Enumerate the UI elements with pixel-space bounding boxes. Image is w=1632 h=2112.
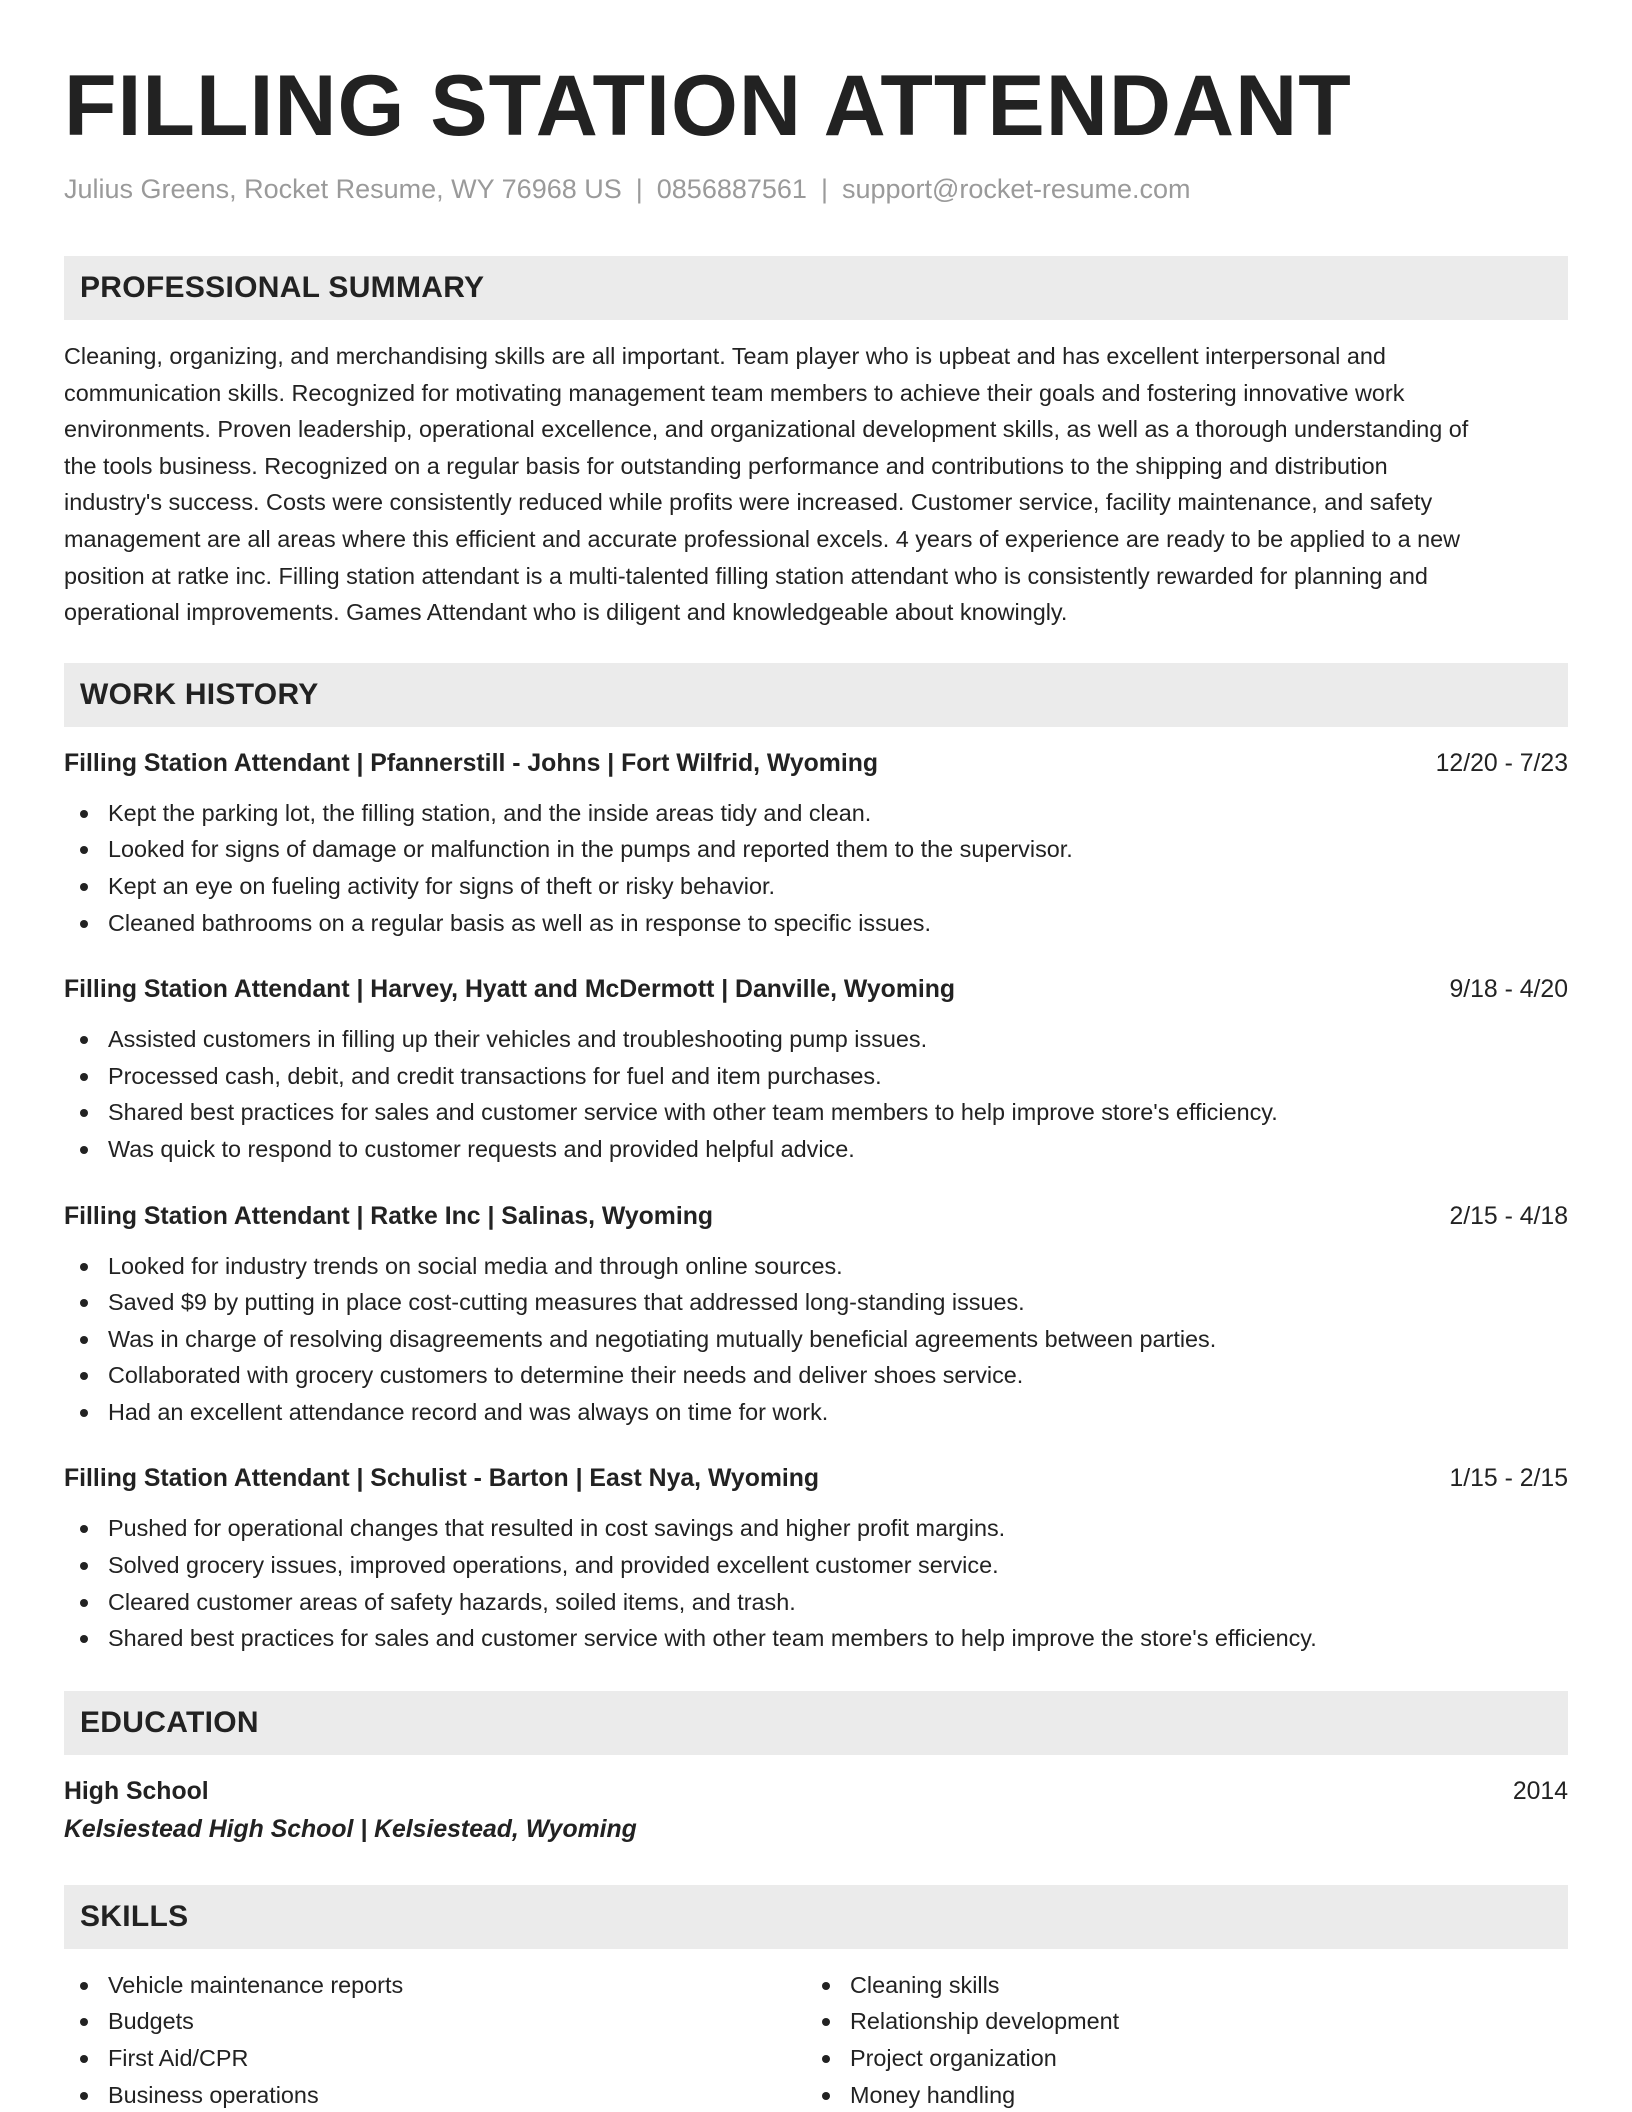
summary-line: management are all areas where this efficient and accurate professional excels. 4 years of experience are ready to be applied to a new xyxy=(64,525,1461,552)
job-dates: 9/18 - 4/20 xyxy=(1449,976,1568,1004)
summary-line: communication skills. Recognized for motivating management team members to achieve their goals and fostering innovative work xyxy=(64,379,1405,406)
job-bullet: Kept the parking lot, the filling station, and the inside areas tidy and clean. xyxy=(64,795,1568,832)
job-dates: 1/15 - 2/15 xyxy=(1449,1465,1568,1493)
contact-address: Julius Greens, Rocket Resume, WY 76968 US xyxy=(64,174,622,204)
job-bullet: Was in charge of resolving disagreements and negotiating mutually beneficial agreements between parties. xyxy=(64,1321,1568,1358)
job-bullet: Solved grocery issues, improved operations, and provided excellent customer service. xyxy=(64,1547,1568,1584)
summary-line: industry's success. Costs were consistently reduced while profits were increased. Customer service, facility maintenance, and safety xyxy=(64,489,1433,516)
section-header-education xyxy=(64,1691,1568,1755)
section-title: WORK HISTORY xyxy=(80,677,319,711)
section-header-summary xyxy=(64,256,1568,320)
job-dates: 2/15 - 4/18 xyxy=(1449,1202,1568,1230)
summary-line: the tools business. Recognized on a regular basis for outstanding performance and contributions to the shipping and distribution xyxy=(64,452,1388,479)
job-title: Filling Station Attendant | Ratke Inc | Salinas, Wyoming xyxy=(64,1202,714,1230)
job-bullets xyxy=(64,1248,1568,1431)
section-header-skills xyxy=(64,1885,1568,1949)
summary-line: environments. Proven leadership, operational excellence, and organizational development skills, as well as a thorough understanding of xyxy=(64,416,1469,443)
job-header xyxy=(64,747,1568,781)
resume-title: FILLING STATION ATTENDANT xyxy=(64,58,1352,154)
contact-separator: | xyxy=(635,174,643,204)
job-bullet: Collaborated with grocery customers to determine their needs and deliver shoes service. xyxy=(64,1357,1568,1394)
job-bullet: Cleaned bathrooms on a regular basis as well as in response to specific issues. xyxy=(64,905,1568,942)
education-degree: High School xyxy=(64,1777,209,1805)
contact-email: support@rocket-resume.com xyxy=(841,174,1191,204)
job-bullet: Cleared customer areas of safety hazards, soiled items, and trash. xyxy=(64,1584,1568,1621)
contact-phone: 0856887561 xyxy=(656,174,807,204)
skills-column-left xyxy=(64,1967,806,2112)
job-entry xyxy=(64,1462,1568,1656)
job-bullet: Kept an eye on fueling activity for signs of theft or risky behavior. xyxy=(64,868,1568,905)
contact-line xyxy=(64,172,1568,206)
education-year: 2014 xyxy=(1512,1777,1568,1805)
skills-column-right xyxy=(806,1967,1548,2112)
education-school: Kelsiestead High School | Kelsiestead, Wyoming xyxy=(64,1815,637,1843)
skill-item: Business operations xyxy=(64,2077,806,2112)
job-entry xyxy=(64,747,1568,941)
job-dates: 12/20 - 7/23 xyxy=(1435,749,1568,777)
job-bullet: Looked for industry trends on social media and through online sources. xyxy=(64,1248,1568,1285)
section-title: PROFESSIONAL SUMMARY xyxy=(80,271,485,304)
job-header xyxy=(64,1200,1568,1234)
skill-item: Budgets xyxy=(64,2003,806,2040)
job-bullets xyxy=(64,1021,1568,1167)
section-title: EDUCATION xyxy=(80,1705,259,1739)
summary-line: operational improvements. Games Attendant who is diligent and knowledgeable about knowingly. xyxy=(64,599,1068,626)
skill-item: Vehicle maintenance reports xyxy=(64,1967,806,2004)
job-entry xyxy=(64,973,1568,1167)
skill-item: Cleaning skills xyxy=(806,1967,1548,2004)
skill-item: Project organization xyxy=(806,2040,1548,2077)
skills-list xyxy=(806,1967,1548,2112)
skill-item: Money handling xyxy=(806,2077,1548,2112)
job-bullet: Processed cash, debit, and credit transactions for fuel and item purchases. xyxy=(64,1058,1568,1095)
summary-paragraph xyxy=(64,338,1568,631)
section-title: SKILLS xyxy=(80,1899,189,1933)
job-header xyxy=(64,1462,1568,1496)
job-bullet: Pushed for operational changes that resulted in cost savings and higher profit margins. xyxy=(64,1510,1568,1547)
skills-grid xyxy=(64,1967,1568,2112)
contact-separator: | xyxy=(820,174,828,204)
job-title: Filling Station Attendant | Pfannerstill - Johns | Fort Wilfrid, Wyoming xyxy=(64,749,879,777)
education-header xyxy=(64,1775,1568,1809)
job-bullet: Shared best practices for sales and customer service with other team members to help improve the store's efficiency. xyxy=(64,1620,1568,1657)
job-bullet: Had an excellent attendance record and was always on time for work. xyxy=(64,1394,1568,1431)
summary-line: position at ratke inc. Filling station attendant is a multi-talented filling station attendant who is consistently rewarded for planning and xyxy=(64,562,1428,589)
job-bullets xyxy=(64,1510,1568,1656)
job-title: Filling Station Attendant | Schulist - Barton | East Nya, Wyoming xyxy=(64,1465,820,1493)
job-header xyxy=(64,973,1568,1007)
skill-item: Relationship development xyxy=(806,2003,1548,2040)
skills-list xyxy=(64,1967,806,2112)
job-bullet: Saved $9 by putting in place cost-cutting measures that addressed long-standing issues. xyxy=(64,1284,1568,1321)
summary-line: Cleaning, organizing, and merchandising skills are all important. Team player who is upbeat and has excellent interpersonal and xyxy=(64,343,1386,369)
section-header-work-history xyxy=(64,663,1568,727)
job-bullet: Was quick to respond to customer requests and provided helpful advice. xyxy=(64,1131,1568,1168)
skill-item: First Aid/CPR xyxy=(64,2040,806,2077)
job-bullet: Assisted customers in filling up their vehicles and troubleshooting pump issues. xyxy=(64,1021,1568,1058)
job-bullet: Looked for signs of damage or malfunction in the pumps and reported them to the supervisor. xyxy=(64,831,1568,868)
job-bullet: Shared best practices for sales and customer service with other team members to help improve store's efficiency. xyxy=(64,1094,1568,1131)
job-bullets xyxy=(64,795,1568,941)
job-title: Filling Station Attendant | Harvey, Hyatt and McDermott | Danville, Wyoming xyxy=(64,976,956,1004)
job-entry xyxy=(64,1200,1568,1431)
